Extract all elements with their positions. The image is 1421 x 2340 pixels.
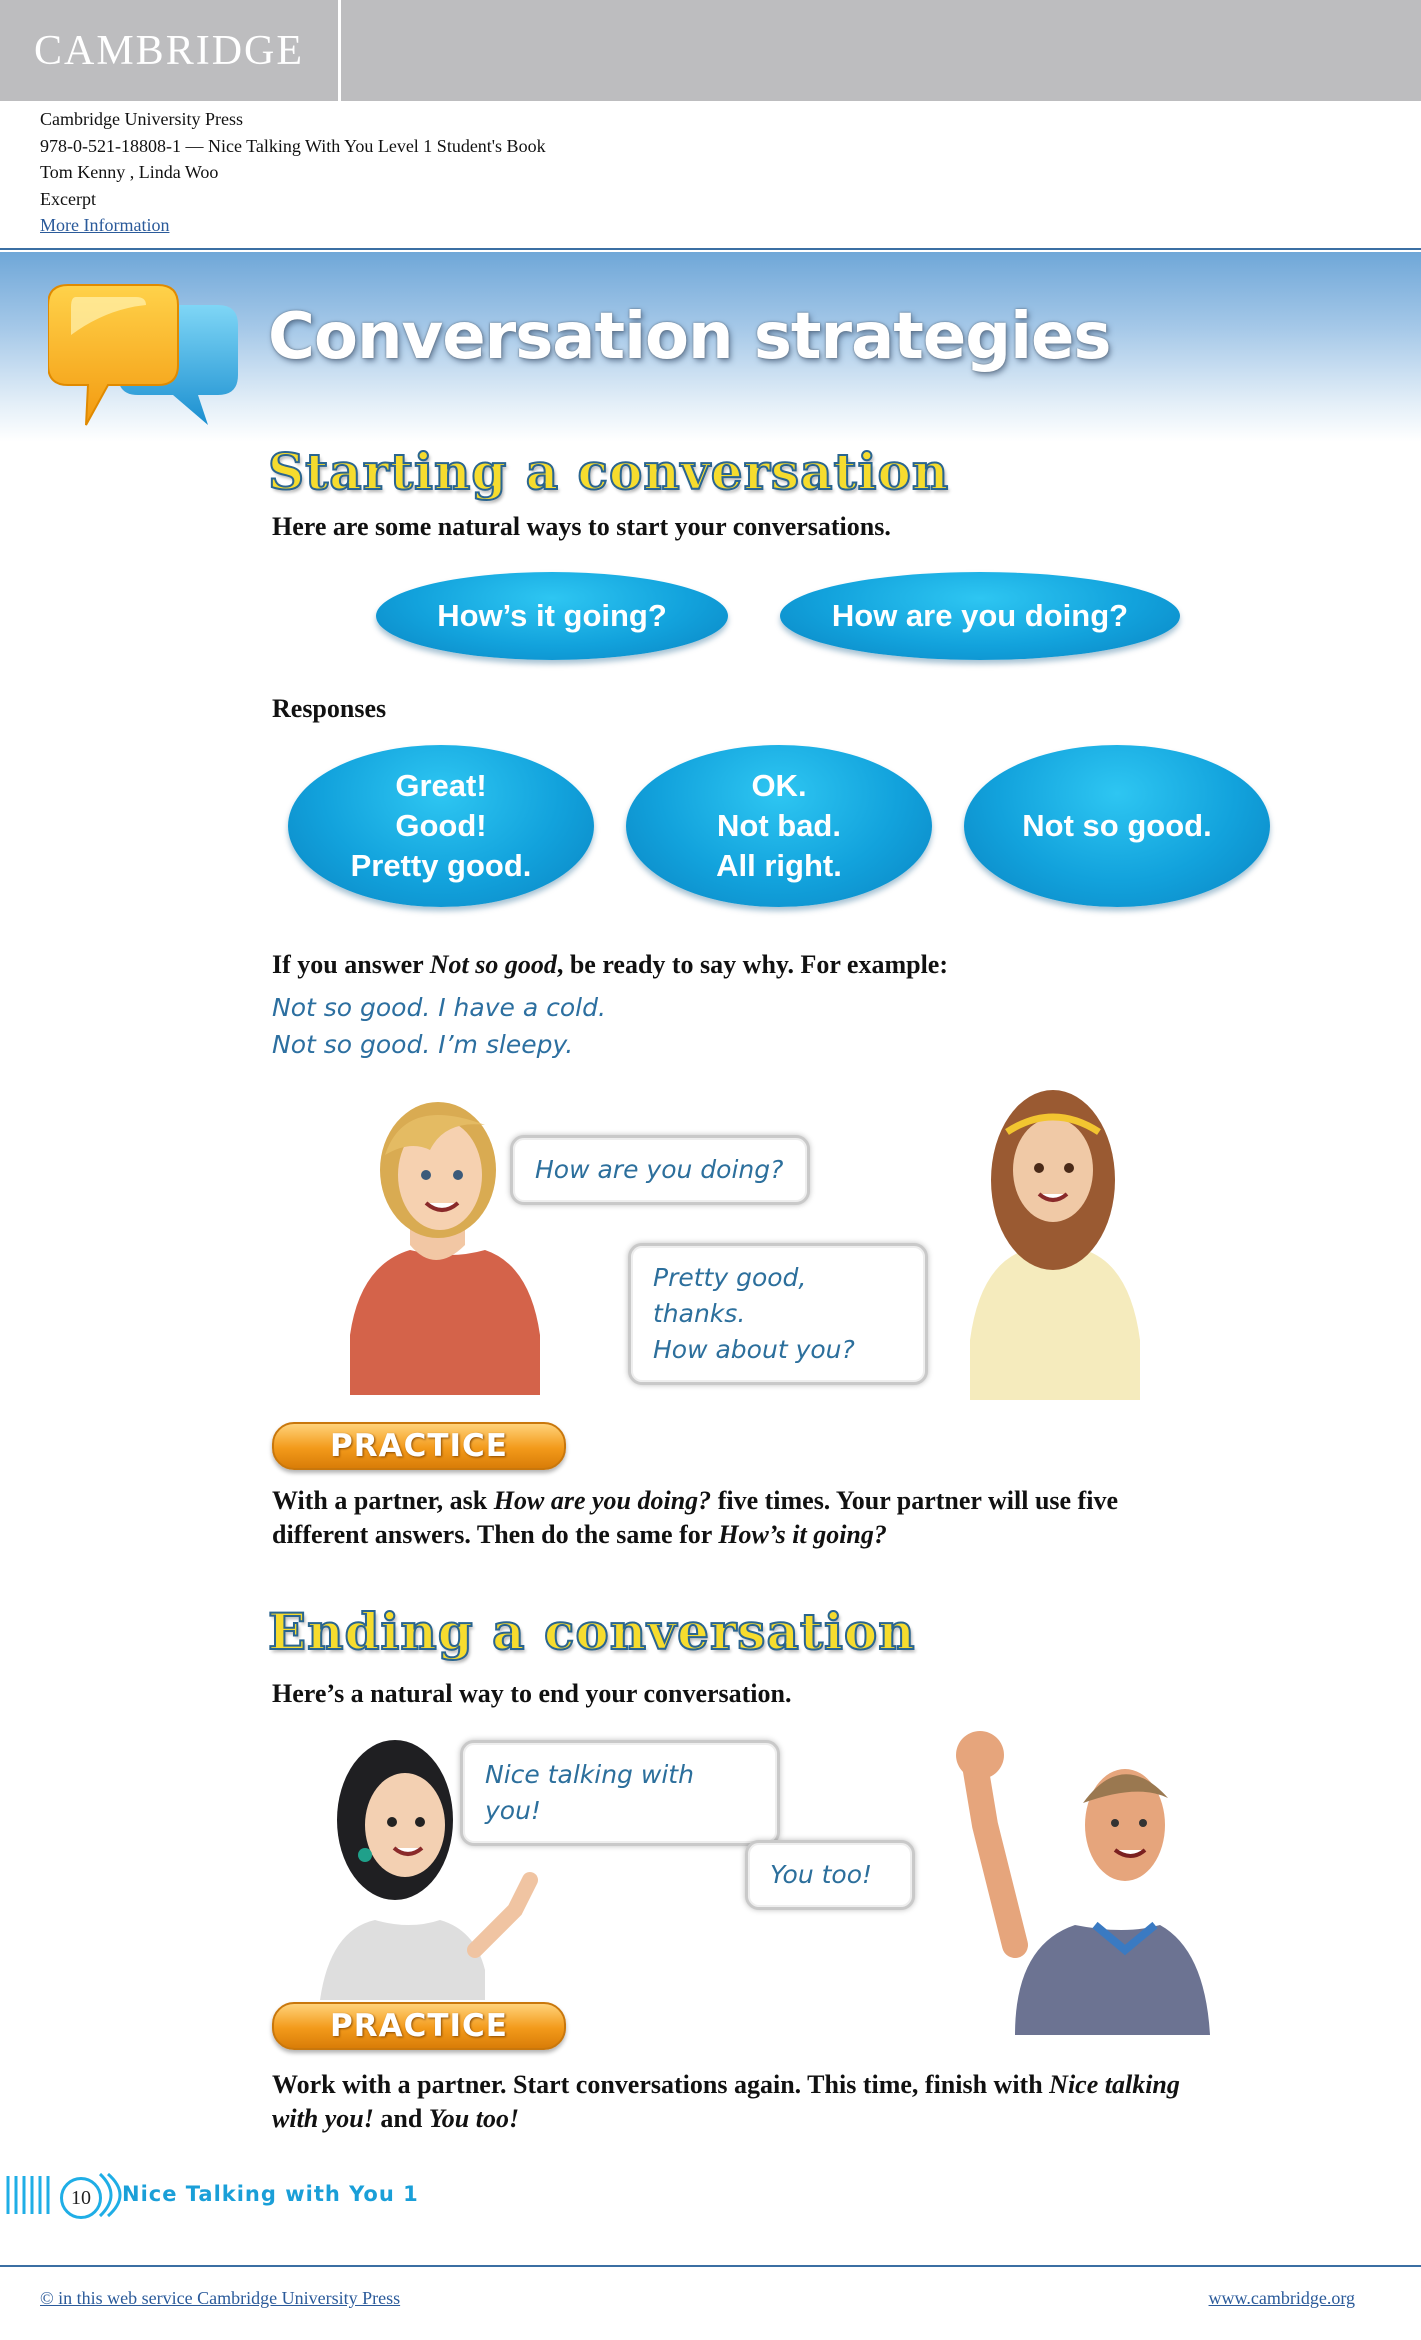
website-link[interactable]: www.cambridge.org [1208,2288,1355,2308]
speech-bubble-nice-talking [460,1740,780,1846]
response-text: Good! [395,808,487,843]
section1-intro: Here are some natural ways to start your conversations. [272,512,891,541]
instr-emphasis: You too! [428,2104,520,2133]
starter-bubble-2 [780,572,1180,660]
practice-label-2: PRACTICE [272,2002,566,2050]
instr-emphasis: with you! [272,2104,374,2133]
practice-instruction-2 [272,2068,1292,2136]
speech-bubbles-icon [48,275,248,455]
speech-text: Nice talking with you! [485,1760,694,1825]
brand-box [0,0,341,101]
speech-bubble-answer [628,1243,928,1385]
book-meta [40,106,546,239]
practice-label-1: PRACTICE [272,1422,566,1470]
isbn-title: 978-0-521-18808-1 — Nice Talking With You Level 1 Student's Book [40,135,546,156]
excerpt-label: Excerpt [40,188,96,209]
copyright-link[interactable]: © in this web service Cambridge University Press [40,2288,401,2308]
response-bubble-positive [288,745,594,907]
instr-emphasis: Nice talking [1049,2070,1180,2099]
response-text: Not bad. [717,808,841,843]
instr-emphasis: How’s it going? [718,1520,887,1549]
instr-part: five times. Your partner will use five [711,1486,1118,1515]
starter-text: How are you doing? [831,598,1129,633]
woman-blonde-illustration [330,1075,550,1395]
speech-text: How are you doing? [535,1155,784,1184]
section2-intro: Here’s a natural way to end your conversation. [272,1679,792,1708]
top-header-bar [0,0,1421,101]
response-bubble-negative [964,745,1270,907]
response-text: Great! [395,768,487,803]
page-number: 10 [60,2177,102,2219]
authors: Tom Kenny , Linda Woo [40,162,219,182]
responses-label: Responses [272,694,387,723]
note-part: If you answer [272,950,430,979]
speech-bubble-you-too [745,1840,915,1910]
instr-part: Work with a partner. Start conversations again. This time, finish with [272,2070,1050,2099]
response-text: OK. [751,768,807,803]
speech-bubble-question [510,1135,810,1205]
not-so-good-note [272,948,948,982]
speech-text: You too! [770,1860,873,1889]
practice-instruction-1 [272,1484,1272,1552]
example-2: Not so good. I’m sleepy. [272,1030,574,1059]
instr-part: With a partner, ask [272,1486,494,1515]
publisher: Cambridge University Press [40,109,243,129]
speech-text: How about you? [653,1335,855,1364]
response-text: All right. [716,848,842,883]
note-part: , be ready to say why. For example: [556,950,949,979]
section-heading-starting: Starting a conversation [268,442,950,501]
header-divider [0,248,1421,250]
more-information-link[interactable]: More Information [40,215,170,235]
section-heading-ending: Ending a conversation [268,1602,916,1661]
footer-book-title: Nice Talking with You 1 [122,2182,419,2206]
starter-bubble-1 [376,572,728,660]
instr-part: and [373,2104,429,2133]
instr-part: different answers. Then do the same for [272,1520,719,1549]
footer-divider [0,2265,1421,2267]
page-title: Conversation strategies [268,300,1111,374]
instr-emphasis: How are you doing? [493,1486,712,1515]
man-waving-illustration [955,1715,1215,2035]
woman-brunette-illustration [955,1070,1155,1400]
response-text: Not so good. [1022,808,1212,843]
starter-text: How’s it going? [437,598,667,633]
response-text: Pretty good. [350,848,532,883]
cambridge-logo-text: CAMBRIDGE [33,27,305,74]
speech-text: Pretty good, thanks. [653,1263,807,1328]
note-emphasis: Not so good [429,950,557,979]
response-bubble-neutral [626,745,932,907]
example-1: Not so good. I have a cold. [272,993,606,1022]
